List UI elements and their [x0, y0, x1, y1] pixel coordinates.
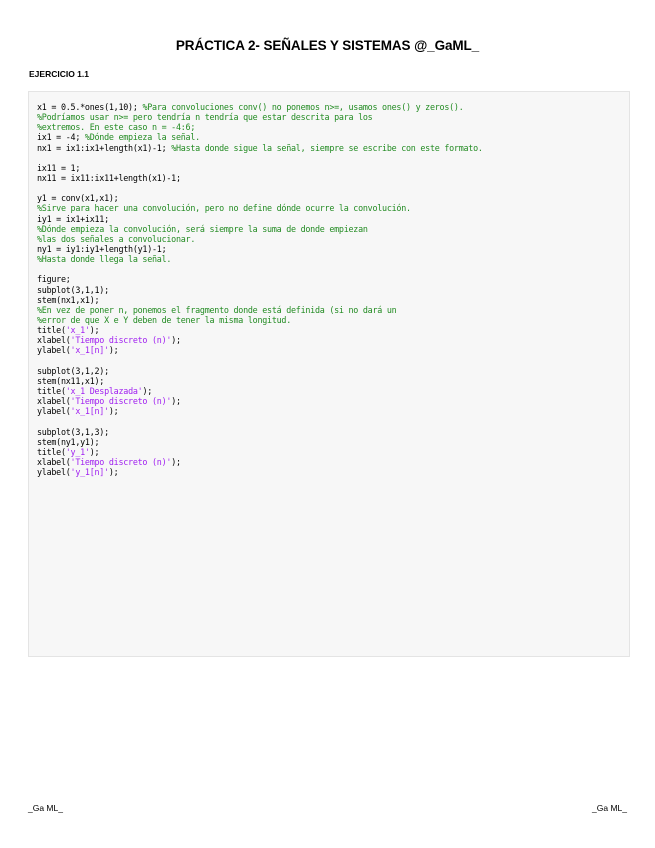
code-comment: %Podríamos usar n>= pero tendría n tendría que estar descrita para los	[37, 112, 373, 123]
code-string: 'x_1'	[65, 325, 90, 336]
code-line	[37, 427, 629, 437]
code-comment: %Hasta donde llega la señal.	[37, 254, 172, 265]
code-token: ylabel(	[37, 467, 71, 478]
exercise-heading: EJERCICIO 1.1	[29, 69, 89, 79]
code-line	[37, 183, 629, 193]
code-line	[37, 163, 629, 173]
code-token: nx1 = ix1:ix1+length(x1)-1;	[37, 142, 172, 153]
code-comment: %error de que X e Y deben de tener la misma longitud.	[37, 314, 291, 325]
code-token: title(	[37, 446, 66, 457]
code-token: ny1 = iy1:iy1+length(y1)-1;	[37, 243, 167, 254]
code-token: );	[108, 406, 119, 417]
code-token: ix1 = -4;	[37, 132, 85, 143]
footer-right-author: _Ga ML_	[592, 803, 627, 813]
code-line	[37, 132, 629, 142]
code-line	[37, 173, 629, 183]
code-comment: %Sirve para hacer una convolución, pero no define dónde ocurre la convolución.	[37, 203, 411, 214]
code-line	[37, 254, 629, 264]
code-token: subplot(3,1,1);	[37, 284, 109, 295]
code-token: );	[142, 385, 153, 396]
code-line	[37, 285, 629, 295]
code-line	[37, 112, 629, 122]
code-token: ix11 = 1;	[37, 162, 81, 173]
code-string: 'Tiempo discreto (n)'	[70, 335, 172, 346]
code-line	[37, 437, 629, 447]
code-line	[37, 325, 629, 335]
code-token: title(	[37, 385, 66, 396]
code-line	[37, 366, 629, 376]
code-token: ylabel(	[37, 345, 71, 356]
code-token: subplot(3,1,3);	[37, 426, 109, 437]
code-token: );	[108, 467, 119, 478]
code-line	[37, 305, 629, 315]
code-token: stem(nx11,x1);	[37, 375, 105, 386]
code-comment: %las dos señales a convolucionar.	[37, 233, 196, 244]
code-token: xlabel(	[37, 396, 71, 407]
code-listing	[28, 91, 630, 657]
code-comment: %Dónde empieza la señal.	[84, 132, 200, 143]
code-comment: %Para convoluciones conv() no ponemos n>=, usamos ones() y zeros().	[142, 102, 464, 112]
document-title: PRÁCTICA 2- SEÑALES Y SISTEMAS @_GaML_	[175, 38, 480, 53]
code-string: 'Tiempo discreto (n)'	[70, 396, 172, 407]
code-line	[37, 234, 629, 244]
code-line	[37, 376, 629, 386]
code-token: stem(ny1,y1);	[37, 436, 100, 447]
code-line	[37, 153, 629, 163]
code-line	[37, 396, 629, 406]
code-comment: %Dónde empieza la convolución, será siempre la suma de donde empiezan	[37, 223, 368, 234]
code-token: xlabel(	[37, 335, 71, 346]
code-line	[37, 295, 629, 305]
code-line	[37, 264, 629, 274]
code-string: 'x_1[n]'	[70, 406, 109, 417]
code-token: );	[171, 396, 181, 407]
code-string: 'y_1'	[65, 446, 90, 457]
code-line	[37, 467, 629, 477]
code-line	[37, 457, 629, 467]
code-line	[37, 274, 629, 284]
code-token: figure;	[37, 274, 71, 285]
code-token: );	[171, 335, 181, 346]
code-comment: %En vez de poner n, ponemos el fragmento donde está definida (si no dará un	[37, 304, 397, 315]
code-token: xlabel(	[37, 456, 71, 467]
code-token: iy1 = ix1+ix11;	[37, 213, 109, 224]
code-token: );	[108, 345, 119, 356]
code-line	[37, 315, 629, 325]
code-token: y1 = conv(x1,x1);	[37, 193, 119, 204]
code-line	[37, 244, 629, 254]
code-token: subplot(3,1,2);	[37, 365, 109, 376]
code-comment: %Hasta donde sigue la señal, siempre se escribe con este formato.	[171, 142, 483, 153]
code-line	[37, 143, 629, 153]
code-line	[37, 224, 629, 234]
code-string: 'Tiempo discreto (n)'	[70, 456, 172, 467]
code-string: 'x_1[n]'	[70, 345, 109, 356]
footer-left-author: _Ga ML_	[28, 803, 63, 813]
code-line	[37, 193, 629, 203]
code-line	[37, 203, 629, 213]
code-line	[37, 335, 629, 345]
code-token: );	[89, 325, 100, 336]
code-line	[37, 356, 629, 366]
code-token: nx11 = ix11:ix11+length(x1)-1;	[37, 172, 181, 183]
code-token: ylabel(	[37, 406, 71, 417]
code-token: );	[171, 456, 181, 467]
code-comment: %extremos. En este caso n = -4:6;	[37, 122, 196, 133]
code-token: stem(nx1,x1);	[37, 294, 100, 305]
code-token: );	[89, 446, 100, 457]
code-line	[37, 214, 629, 224]
code-string: 'y_1[n]'	[70, 467, 109, 478]
code-line	[37, 386, 629, 396]
code-token: title(	[37, 325, 66, 336]
code-line	[37, 416, 629, 426]
code-line	[37, 122, 629, 132]
code-line	[37, 102, 629, 112]
code-line	[37, 447, 629, 457]
code-token: x1 = 0.5.*ones(1,10);	[37, 102, 143, 112]
code-line	[37, 345, 629, 355]
code-string: 'x_1 Desplazada'	[65, 385, 143, 396]
code-line	[37, 406, 629, 416]
